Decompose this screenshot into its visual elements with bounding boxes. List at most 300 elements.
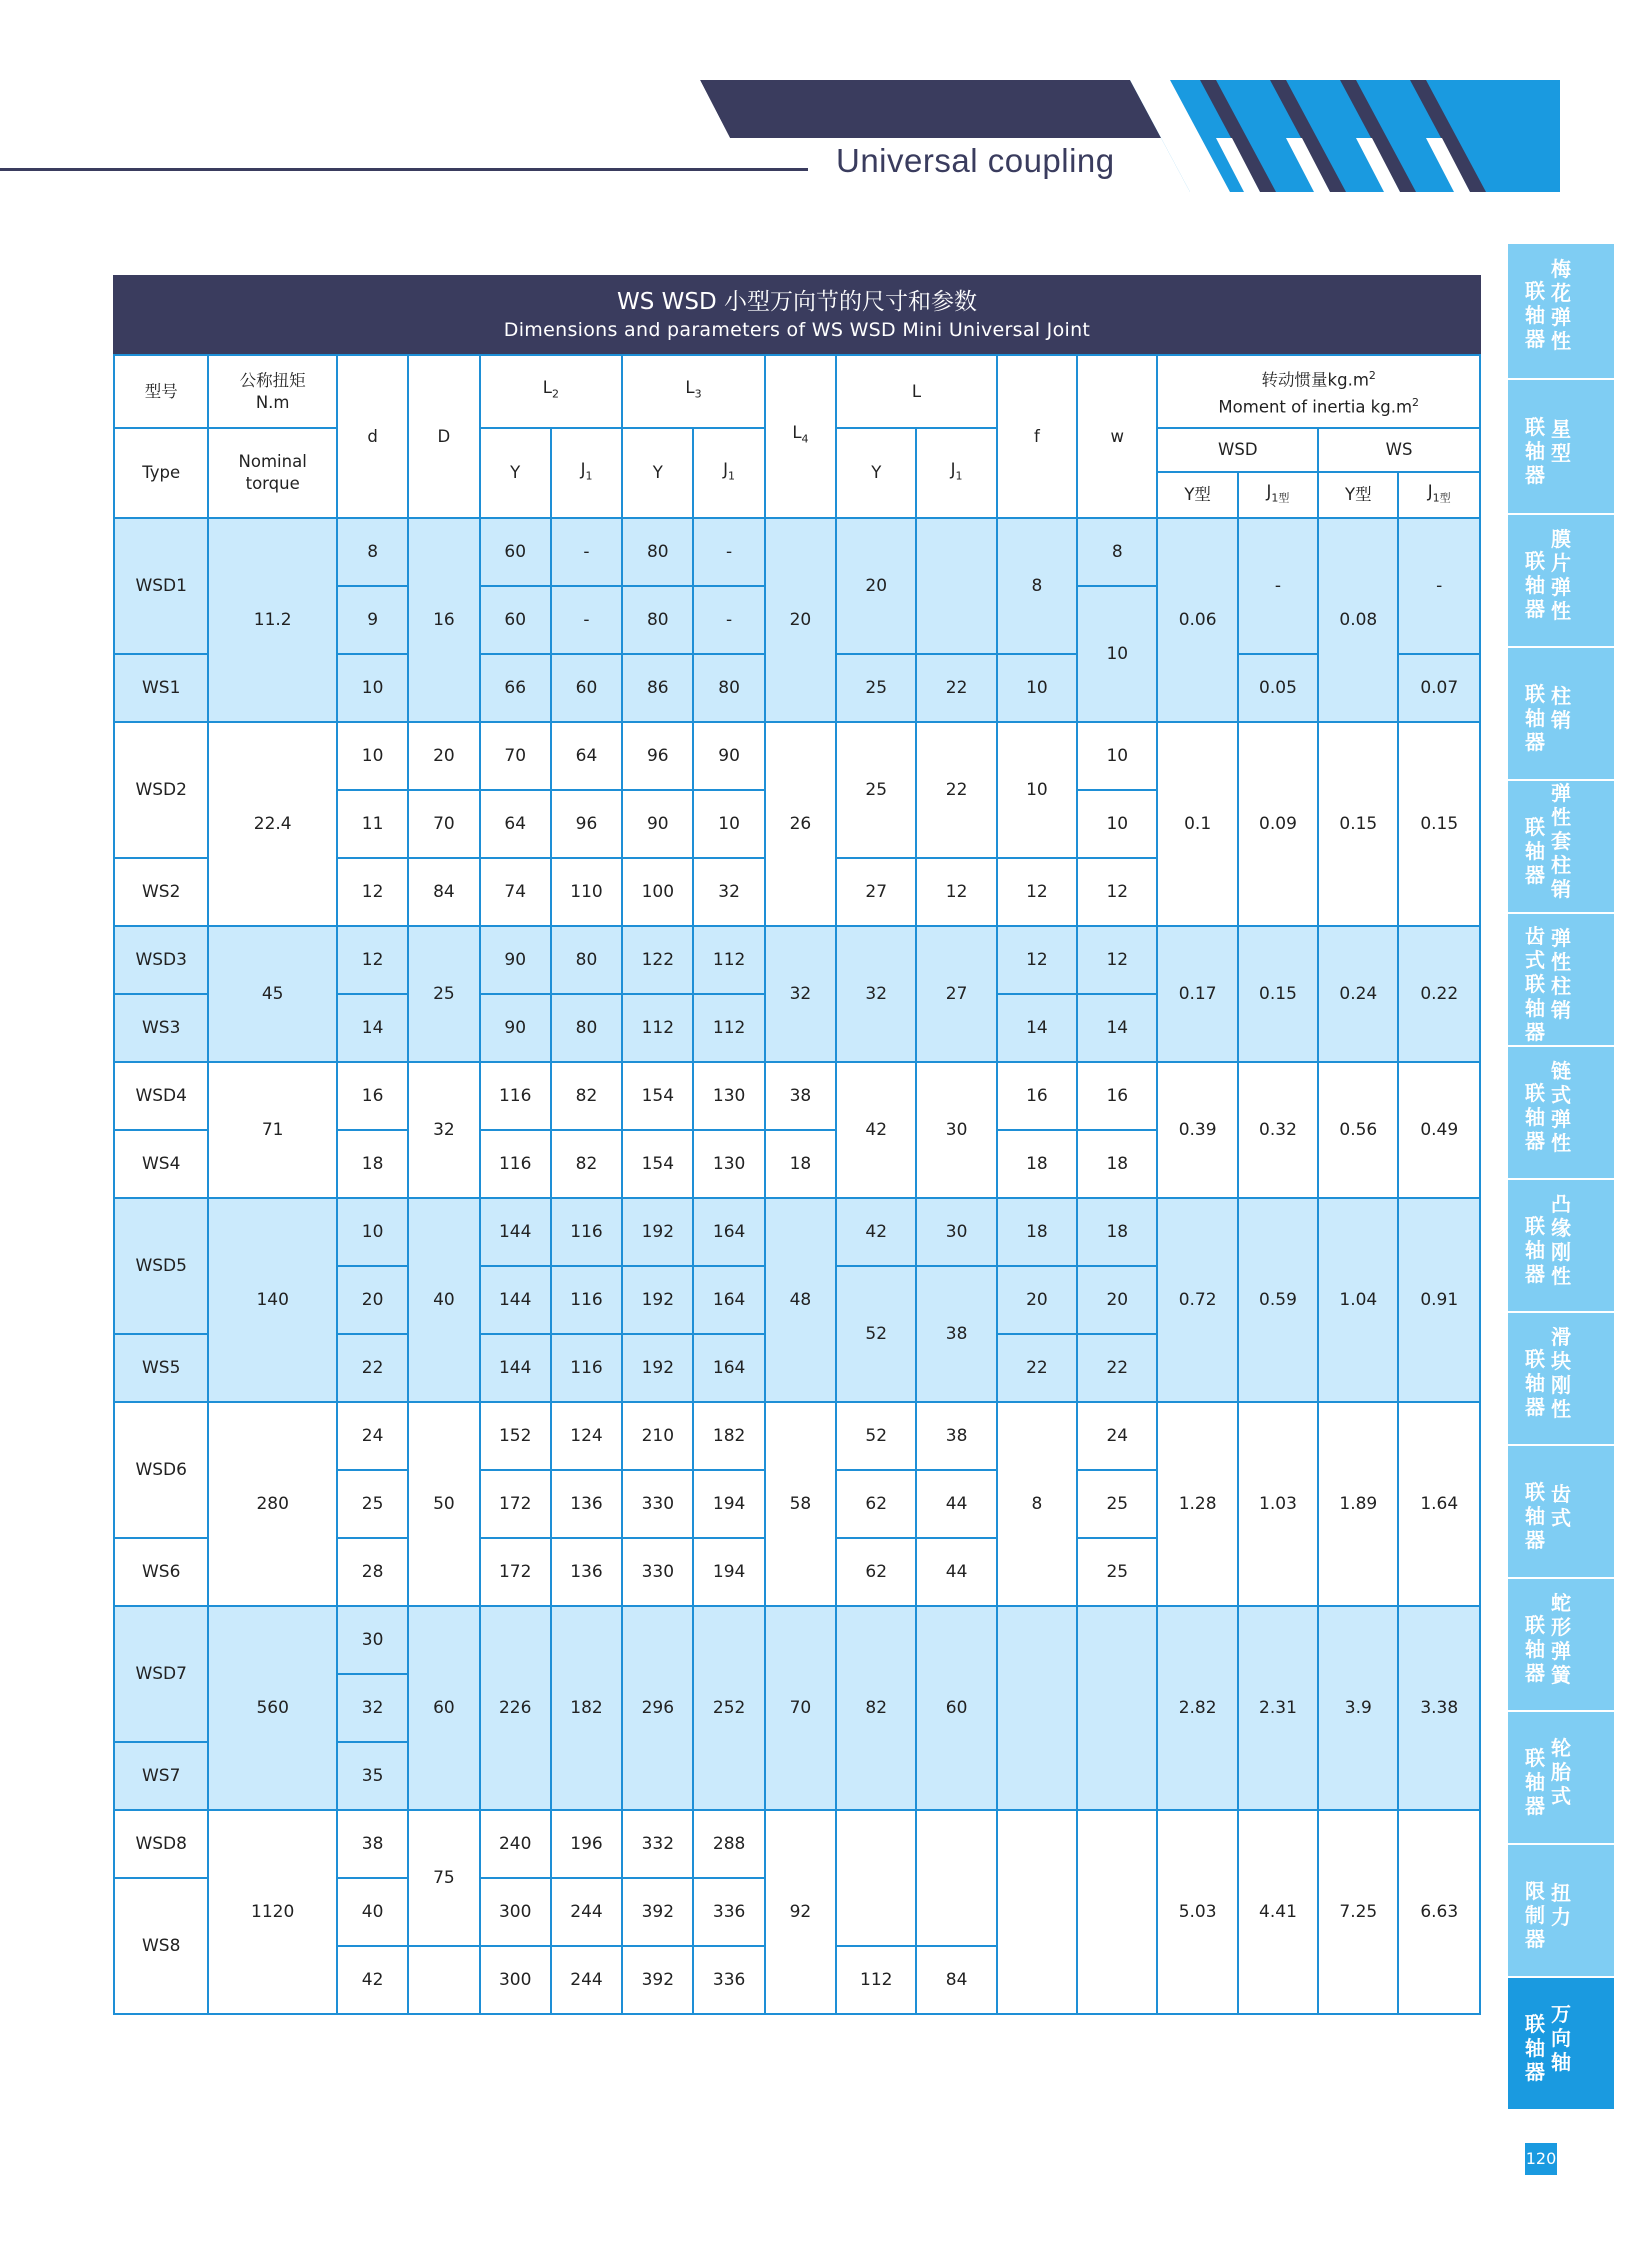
- cell-L4: 92: [765, 1810, 836, 2014]
- cell-L3Y: 192: [622, 1198, 693, 1266]
- table-row: [114, 722, 1480, 790]
- cell-f: 18: [997, 1130, 1077, 1198]
- cell-type: WSD2: [114, 722, 208, 858]
- cell-L2Y: 172: [480, 1538, 551, 1606]
- sidebar-tab-label-right: 凸缘刚性: [1551, 1192, 1571, 1288]
- table-row: [114, 518, 1480, 586]
- col-inertia: 转动惯量$kg.m^2$ Moment of inertia $kg.m^2$: [1157, 355, 1480, 428]
- cell-torque: 71: [208, 1062, 337, 1198]
- cell-L3J: 130: [693, 1130, 764, 1198]
- cell-w: 22: [1077, 1334, 1157, 1402]
- cell-w: 18: [1077, 1130, 1157, 1198]
- cell-L2J: 116: [551, 1266, 622, 1334]
- cell-L3J: 336: [693, 1946, 764, 2014]
- cell-L3J: 194: [693, 1470, 764, 1538]
- cell-type: WS8: [114, 1878, 208, 2014]
- col-f: f: [997, 355, 1077, 518]
- cell-D: [408, 1946, 479, 2014]
- cell-i1: 1.28: [1157, 1402, 1237, 1606]
- cell-L3Y: 192: [622, 1266, 693, 1334]
- cell-d: 10: [337, 654, 408, 722]
- cell-i2: 0.05: [1238, 654, 1318, 722]
- cell-d: 35: [337, 1742, 408, 1810]
- cell-L2Y: 70: [480, 722, 551, 790]
- cell-w: 14: [1077, 994, 1157, 1062]
- sidebar-tab-label-right: 万向轴: [1551, 2002, 1571, 2074]
- cell-L2Y: 90: [480, 926, 551, 994]
- sidebar-tab-label-left: 联轴器: [1525, 1214, 1545, 1286]
- cell-L3J: -: [693, 586, 764, 654]
- sidebar-tab[interactable]: [1508, 1446, 1614, 1577]
- cell-L4: 48: [765, 1198, 836, 1402]
- cell-type: WSD7: [114, 1606, 208, 1742]
- cell-L3Y: 80: [622, 518, 693, 586]
- col-torque-cn: 公称扭矩 N.m: [208, 355, 337, 428]
- cell-f: 12: [997, 858, 1077, 926]
- cell-L3J: 112: [693, 994, 764, 1062]
- cell-LY: 62: [836, 1470, 916, 1538]
- cell-L2Y: 300: [480, 1878, 551, 1946]
- col-w: w: [1077, 355, 1157, 518]
- cell-i2: 0.32: [1238, 1062, 1318, 1198]
- cell-L3J: 130: [693, 1062, 764, 1130]
- table-title-en: Dimensions and parameters of WS WSD Mini Universal Joint: [503, 319, 1091, 341]
- cell-LJ: 38: [916, 1266, 996, 1402]
- cell-torque: 22.4: [208, 722, 337, 926]
- cell-D: 32: [408, 1062, 479, 1198]
- table-row: [114, 1402, 1480, 1470]
- cell-i3: 7.25: [1318, 1810, 1398, 2014]
- sidebar-tab[interactable]: [1508, 1712, 1614, 1843]
- cell-L2Y: 144: [480, 1266, 551, 1334]
- cell-f: 12: [997, 926, 1077, 994]
- header-row-1: [114, 355, 1480, 428]
- sidebar-tab-label-left: 联轴器: [1525, 1480, 1545, 1552]
- cell-w: [1077, 1606, 1157, 1810]
- sidebar-tab-label-right: 蛇形弹簧: [1551, 1591, 1571, 1687]
- cell-L3Y: 112: [622, 994, 693, 1062]
- cell-i1: 0.17: [1157, 926, 1237, 1062]
- cell-i3: 1.04: [1318, 1198, 1398, 1402]
- cell-L3Y: 392: [622, 1946, 693, 2014]
- col-L-Y: Y: [836, 428, 916, 518]
- table-row: [114, 1606, 1480, 1674]
- sidebar-tab-label-left: 联轴器: [1525, 815, 1545, 887]
- cell-L4: 26: [765, 722, 836, 926]
- sidebar-tab-label-left: 联轴器: [1525, 415, 1545, 487]
- cell-d: 42: [337, 1946, 408, 2014]
- cell-i4: 6.63: [1398, 1810, 1480, 2014]
- cell-i1: 5.03: [1157, 1810, 1237, 2014]
- sidebar-tab[interactable]: [1508, 648, 1614, 779]
- cell-LJ: 60: [916, 1606, 996, 1810]
- cell-L3Y: 210: [622, 1402, 693, 1470]
- page-header-title: Universal coupling: [836, 142, 1115, 179]
- cell-L3Y: 80: [622, 586, 693, 654]
- col-L2-Y: Y: [480, 428, 551, 518]
- cell-torque: 560: [208, 1606, 337, 1810]
- cell-d: 14: [337, 994, 408, 1062]
- cell-L3Y: 192: [622, 1334, 693, 1402]
- cell-i4: -: [1398, 518, 1480, 654]
- cell-i3: 0.24: [1318, 926, 1398, 1062]
- sidebar-tab-label-left: 齿式联轴器: [1525, 924, 1545, 1044]
- cell-L2Y: 90: [480, 994, 551, 1062]
- cell-L2Y: 74: [480, 858, 551, 926]
- cell-L2J: 136: [551, 1538, 622, 1606]
- cell-L2J: -: [551, 518, 622, 586]
- cell-D: 84: [408, 858, 479, 926]
- cell-L2J: 182: [551, 1606, 622, 1810]
- cell-f: [997, 1606, 1077, 1810]
- cell-d: 12: [337, 926, 408, 994]
- col-ws-ytype: Y型: [1318, 472, 1398, 518]
- cell-LJ: 27: [916, 926, 996, 1062]
- cell-d: 28: [337, 1538, 408, 1606]
- cell-L4: 38: [765, 1062, 836, 1130]
- sidebar-tab-label-right: 轮胎式: [1551, 1736, 1571, 1808]
- cell-type: WS1: [114, 654, 208, 722]
- cell-i3: 0.08: [1318, 518, 1398, 722]
- cell-D: 16: [408, 518, 479, 722]
- sidebar-tab-label-left: 联轴器: [1525, 1746, 1545, 1818]
- cell-LY: 20: [836, 518, 916, 654]
- cell-LY: [836, 1810, 916, 1946]
- cell-L2Y: 144: [480, 1334, 551, 1402]
- cell-L3J: 288: [693, 1810, 764, 1878]
- cell-d: 12: [337, 858, 408, 926]
- col-L3: $L_3$: [622, 355, 765, 428]
- cell-type: WS4: [114, 1130, 208, 1198]
- cell-i3: 0.15: [1318, 722, 1398, 926]
- cell-torque: 11.2: [208, 518, 337, 722]
- sidebar-tab[interactable]: [1508, 515, 1614, 646]
- cell-w: 20: [1077, 1266, 1157, 1334]
- cell-L2J: 196: [551, 1810, 622, 1878]
- cell-L2Y: 172: [480, 1470, 551, 1538]
- cell-d: 8: [337, 518, 408, 586]
- cell-w: 24: [1077, 1402, 1157, 1470]
- cell-D: 75: [408, 1810, 479, 1946]
- cell-i1: 0.39: [1157, 1062, 1237, 1198]
- cell-d: 18: [337, 1130, 408, 1198]
- cell-w: 10: [1077, 722, 1157, 790]
- cell-f: 14: [997, 994, 1077, 1062]
- cell-LJ: 38: [916, 1402, 996, 1470]
- cell-L2J: -: [551, 586, 622, 654]
- cell-i4: 0.91: [1398, 1198, 1480, 1402]
- category-sidebar: [1508, 244, 1614, 2111]
- cell-LJ: 84: [916, 1946, 996, 2014]
- cell-i1: 0.1: [1157, 722, 1237, 926]
- cell-i4: 0.22: [1398, 926, 1480, 1062]
- sidebar-tab[interactable]: [1508, 1313, 1614, 1444]
- cell-L3Y: 154: [622, 1062, 693, 1130]
- cell-L3Y: 100: [622, 858, 693, 926]
- cell-i2: 0.59: [1238, 1198, 1318, 1402]
- cell-L2J: 116: [551, 1198, 622, 1266]
- table-row: [114, 1062, 1480, 1130]
- cell-L2J: 244: [551, 1878, 622, 1946]
- sidebar-tab-label-left: 联轴器: [1525, 2012, 1545, 2084]
- cell-f: 20: [997, 1266, 1077, 1334]
- cell-L2Y: 300: [480, 1946, 551, 2014]
- cell-L4: 32: [765, 926, 836, 1062]
- cell-L2J: 110: [551, 858, 622, 926]
- cell-LY: 42: [836, 1198, 916, 1266]
- cell-L3Y: 122: [622, 926, 693, 994]
- cell-torque: 140: [208, 1198, 337, 1402]
- cell-type: WS3: [114, 994, 208, 1062]
- cell-L3J: 164: [693, 1266, 764, 1334]
- cell-f: 10: [997, 722, 1077, 858]
- cell-L3J: 80: [693, 654, 764, 722]
- cell-d: 38: [337, 1810, 408, 1878]
- cell-L3J: 252: [693, 1606, 764, 1810]
- cell-L2Y: 152: [480, 1402, 551, 1470]
- cell-LJ: [916, 518, 996, 654]
- cell-type: WSD5: [114, 1198, 208, 1334]
- cell-d: 40: [337, 1878, 408, 1946]
- cell-d: 9: [337, 586, 408, 654]
- cell-L3Y: 90: [622, 790, 693, 858]
- cell-L2J: 124: [551, 1402, 622, 1470]
- col-ws-jtype: $J_{1型}$: [1398, 472, 1480, 518]
- cell-w: 12: [1077, 926, 1157, 994]
- sidebar-tab-label-right: 星型: [1551, 417, 1571, 465]
- table-row: [114, 926, 1480, 994]
- col-wsd-jtype: $J_{1型}$: [1238, 472, 1318, 518]
- cell-i1: 2.82: [1157, 1606, 1237, 1810]
- cell-L4: 70: [765, 1606, 836, 1810]
- cell-LY: 25: [836, 722, 916, 858]
- cell-LJ: 30: [916, 1198, 996, 1266]
- cell-L4: 20: [765, 518, 836, 722]
- cell-L2J: 82: [551, 1130, 622, 1198]
- cell-L3Y: 296: [622, 1606, 693, 1810]
- col-wsd: WSD: [1157, 428, 1318, 472]
- col-type-en: Type: [114, 428, 208, 518]
- cell-L2Y: 116: [480, 1130, 551, 1198]
- cell-d: 20: [337, 1266, 408, 1334]
- sidebar-tab[interactable]: [1508, 244, 1614, 378]
- cell-LY: 52: [836, 1402, 916, 1470]
- cell-d: 32: [337, 1674, 408, 1742]
- cell-d: 22: [337, 1334, 408, 1402]
- cell-LY: 42: [836, 1062, 916, 1198]
- col-L3-J1: $J_1$: [693, 428, 764, 518]
- cell-L3J: 90: [693, 722, 764, 790]
- col-L: L: [836, 355, 997, 428]
- cell-i2: 2.31: [1238, 1606, 1318, 1810]
- cell-L3J: 112: [693, 926, 764, 994]
- cell-L3J: 164: [693, 1198, 764, 1266]
- cell-L3J: 164: [693, 1334, 764, 1402]
- cell-type: WSD3: [114, 926, 208, 994]
- col-L-J1: $J_1$: [916, 428, 996, 518]
- sidebar-tab[interactable]: [1508, 914, 1614, 1045]
- cell-d: 10: [337, 722, 408, 790]
- cell-LY: 27: [836, 858, 916, 926]
- cell-i3: 0.56: [1318, 1062, 1398, 1198]
- cell-L3J: -: [693, 518, 764, 586]
- cell-type: WSD4: [114, 1062, 208, 1130]
- cell-L2J: 64: [551, 722, 622, 790]
- sidebar-tab-label-right: 弹性柱销: [1551, 926, 1571, 1022]
- cell-LJ: 22: [916, 722, 996, 858]
- cell-i2: -: [1238, 518, 1318, 654]
- cell-L3Y: 86: [622, 654, 693, 722]
- cell-i2: 1.03: [1238, 1402, 1318, 1606]
- header-banner-graphic: [700, 80, 1560, 192]
- col-L4: $L_4$: [765, 355, 836, 518]
- cell-L3Y: 332: [622, 1810, 693, 1878]
- cell-L4: 18: [765, 1130, 836, 1198]
- spec-table-container: [113, 275, 1481, 2015]
- sidebar-tab[interactable]: [1508, 1047, 1614, 1178]
- cell-LY: 25: [836, 654, 916, 722]
- cell-D: 40: [408, 1198, 479, 1402]
- sidebar-tab[interactable]: [1508, 1978, 1614, 2109]
- cell-i3: 3.9: [1318, 1606, 1398, 1810]
- cell-type: WS7: [114, 1742, 208, 1810]
- cell-w: 8: [1077, 518, 1157, 586]
- cell-L2J: 80: [551, 994, 622, 1062]
- header-rule: [0, 168, 808, 171]
- sidebar-tab[interactable]: [1508, 1180, 1614, 1311]
- cell-f: 16: [997, 1062, 1077, 1130]
- cell-torque: 280: [208, 1402, 337, 1606]
- page-number: 120: [1525, 2143, 1557, 2175]
- col-d: d: [337, 355, 408, 518]
- cell-L2J: 116: [551, 1334, 622, 1402]
- cell-L3Y: 330: [622, 1470, 693, 1538]
- cell-LJ: [916, 1810, 996, 1946]
- cell-LY: 32: [836, 926, 916, 1062]
- cell-i4: 0.15: [1398, 722, 1480, 926]
- cell-f: 8: [997, 1402, 1077, 1606]
- cell-L2J: 96: [551, 790, 622, 858]
- sidebar-tab-label-left: 联轴器: [1525, 279, 1545, 351]
- cell-L2J: 60: [551, 654, 622, 722]
- sidebar-tab-label-left: 联轴器: [1525, 1347, 1545, 1419]
- cell-L3J: 10: [693, 790, 764, 858]
- cell-LJ: 30: [916, 1062, 996, 1198]
- cell-d: 25: [337, 1470, 408, 1538]
- sidebar-tab[interactable]: [1508, 380, 1614, 513]
- sidebar-tab-label-right: 梅花弹性: [1551, 257, 1571, 353]
- cell-i4: 0.49: [1398, 1062, 1480, 1198]
- cell-f: 18: [997, 1198, 1077, 1266]
- col-L2-J1: $J_1$: [551, 428, 622, 518]
- sidebar-tab-label-right: 扭力: [1551, 1881, 1571, 1929]
- cell-L2Y: 144: [480, 1198, 551, 1266]
- cell-LY: 52: [836, 1266, 916, 1402]
- cell-f: 22: [997, 1334, 1077, 1402]
- cell-type: WSD8: [114, 1810, 208, 1878]
- cell-i1: 0.72: [1157, 1198, 1237, 1402]
- sidebar-tab-label-left: 联轴器: [1525, 1613, 1545, 1685]
- sidebar-tab-label-right: 齿式: [1551, 1482, 1571, 1530]
- cell-L2Y: 116: [480, 1062, 551, 1130]
- cell-f: 10: [997, 654, 1077, 722]
- cell-LY: 112: [836, 1946, 916, 2014]
- cell-torque: 1120: [208, 1810, 337, 2014]
- cell-LJ: 12: [916, 858, 996, 926]
- cell-i4: 3.38: [1398, 1606, 1480, 1810]
- cell-D: 20: [408, 722, 479, 790]
- cell-i2: 4.41: [1238, 1810, 1318, 2014]
- cell-f: 8: [997, 518, 1077, 654]
- cell-L3Y: 96: [622, 722, 693, 790]
- col-torque-en: Nominal torque: [208, 428, 337, 518]
- col-L2: $L_2$: [480, 355, 623, 428]
- cell-w: 12: [1077, 858, 1157, 926]
- cell-d: 16: [337, 1062, 408, 1130]
- cell-w: 18: [1077, 1198, 1157, 1266]
- cell-w: 25: [1077, 1538, 1157, 1606]
- table-title-bar: [113, 275, 1481, 354]
- cell-w: 10: [1077, 586, 1157, 722]
- cell-L3Y: 330: [622, 1538, 693, 1606]
- cell-L2Y: 64: [480, 790, 551, 858]
- sidebar-tab-label-left: 联轴器: [1525, 1081, 1545, 1153]
- cell-L3J: 32: [693, 858, 764, 926]
- sidebar-tab-label-right: 链式弹性: [1551, 1059, 1571, 1155]
- sidebar-tab[interactable]: [1508, 781, 1614, 912]
- cell-D: 50: [408, 1402, 479, 1606]
- cell-i2: 0.09: [1238, 722, 1318, 926]
- cell-type: WSD1: [114, 518, 208, 654]
- cell-type: WS5: [114, 1334, 208, 1402]
- cell-type: WS6: [114, 1538, 208, 1606]
- cell-w: 25: [1077, 1470, 1157, 1538]
- cell-w: 16: [1077, 1062, 1157, 1130]
- cell-w: [1077, 1810, 1157, 2014]
- cell-L2Y: 226: [480, 1606, 551, 1810]
- cell-LY: 62: [836, 1538, 916, 1606]
- cell-w: 10: [1077, 790, 1157, 858]
- cell-torque: 45: [208, 926, 337, 1062]
- cell-i2: 0.15: [1238, 926, 1318, 1062]
- col-wsd-ytype: Y型: [1157, 472, 1237, 518]
- cell-d: 30: [337, 1606, 408, 1674]
- cell-L2J: 82: [551, 1062, 622, 1130]
- cell-L2Y: 66: [480, 654, 551, 722]
- sidebar-tab-label-left: 限制器: [1525, 1879, 1545, 1951]
- sidebar-tab-label-right: 柱销: [1551, 684, 1571, 732]
- sidebar-tab-label-right: 滑块刚性: [1551, 1325, 1571, 1421]
- table-row: [114, 1810, 1480, 1878]
- cell-L2J: 80: [551, 926, 622, 994]
- cell-L3J: 336: [693, 1878, 764, 1946]
- cell-L2J: 244: [551, 1946, 622, 2014]
- cell-L2J: 136: [551, 1470, 622, 1538]
- cell-L2Y: 60: [480, 518, 551, 586]
- table-title-cn: WS WSD 小型万向节的尺寸和参数: [616, 289, 977, 315]
- sidebar-tab[interactable]: [1508, 1845, 1614, 1976]
- cell-d: 24: [337, 1402, 408, 1470]
- cell-i1: 0.06: [1157, 518, 1237, 722]
- sidebar-tab-label-left: 联轴器: [1525, 682, 1545, 754]
- cell-LJ: 22: [916, 654, 996, 722]
- cell-D: 25: [408, 926, 479, 1062]
- sidebar-tab[interactable]: [1508, 1579, 1614, 1710]
- cell-type: WS2: [114, 858, 208, 926]
- sidebar-tab-label-right: 膜片弹性: [1551, 527, 1571, 623]
- cell-D: 70: [408, 790, 479, 858]
- cell-L3Y: 154: [622, 1130, 693, 1198]
